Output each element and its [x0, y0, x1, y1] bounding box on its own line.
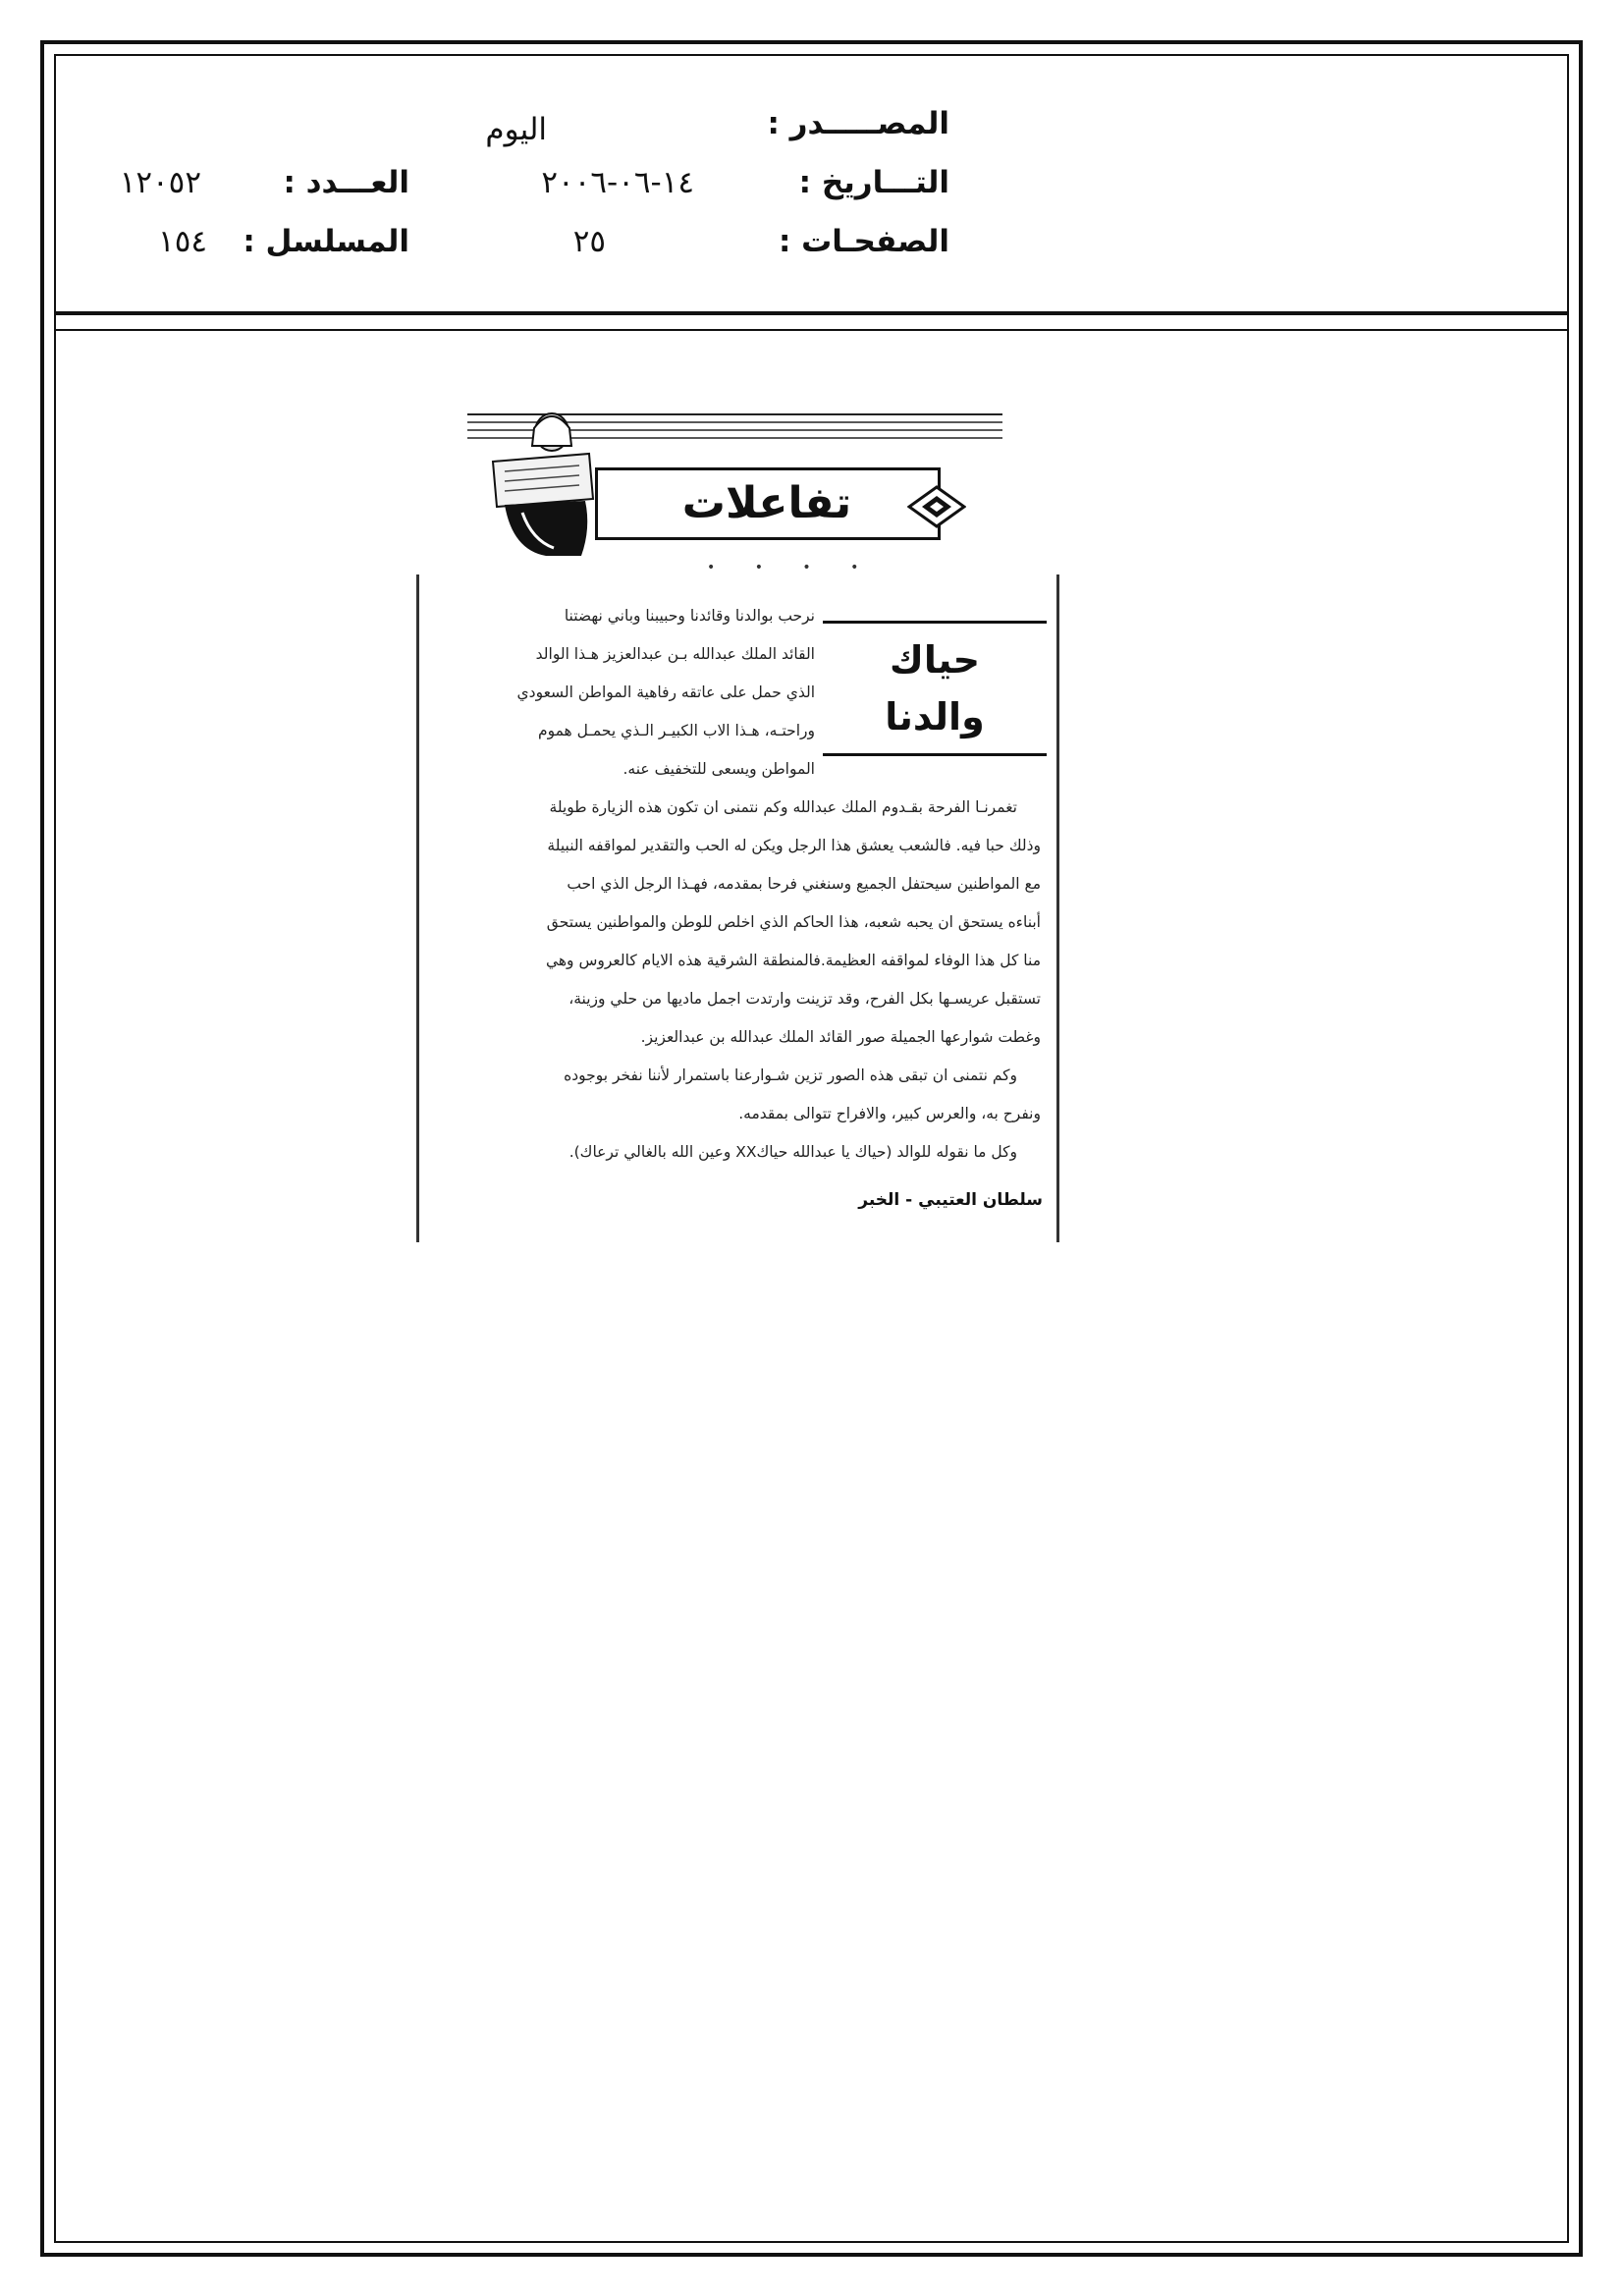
serial-label: المسلسل :	[243, 224, 409, 259]
diamond-ornament-icon	[907, 485, 966, 528]
newspaper-reader-figure	[483, 403, 599, 560]
source-value: اليوم	[485, 112, 547, 147]
intro-line: نرحب بوالدنا وقائدنا وحبيبنا وباني نهضتنا	[564, 607, 815, 625]
body-line: تغمرنـا الفرحة بقـدوم الملك عبدالله وكم نتمنى ان تكون هذه الزيارة طويلة	[549, 798, 1017, 816]
header-divider	[54, 311, 1569, 315]
body-line: وكل ما نقوله للوالد (حياك يا عبدالله حياكXX وعين الله بالغالي ترعاك).	[568, 1143, 1017, 1161]
body-line: وغطت شوارعها الجميلة صور القائد الملك عبدالله بن عبدالعزيز.	[640, 1028, 1041, 1046]
source-label: المصـــــدر :	[767, 106, 949, 141]
headline-line-2: والدنا	[885, 695, 985, 738]
column-rule-left	[416, 574, 419, 1242]
body-line: أبناءه يستحق ان يحبه شعبه، هذا الحاكم الذي اخلص للوطن والمواطنين يستحق	[546, 913, 1041, 931]
body-line: تستقبل عريسـها بكل الفرح، وقد تزينت وارتدت اجمل ماديها من حلي وزينة،	[568, 990, 1041, 1008]
pages-label: الصفحـات :	[778, 224, 949, 259]
intro-line: القائد الملك عبدالله بـن عبدالعزيز هـذا الوالد	[535, 645, 815, 663]
issue-label: العـــدد :	[283, 165, 409, 200]
column-rule-right	[1056, 574, 1059, 1242]
decorative-dots: • • • •	[707, 560, 877, 575]
pages-value: ٢٥	[572, 224, 606, 259]
intro-line: وراحتـه، هـذا الاب الكبيـر الـذي يحمـل هموم	[537, 722, 815, 739]
body-line: منا كل هذا الوفاء لمواقفه العظيمة.فالمنطقة الشرقية هذه الايام كالعروس وهي	[545, 952, 1041, 969]
date-value: ١٤-٠٦-٢٠٠٦	[541, 165, 694, 200]
serial-value: ١٥٤	[158, 224, 207, 259]
headline-box	[823, 621, 1047, 756]
body-line: مع المواطنين سيحتفل الجميع وسنغني فرحا بمقدمه، فهـذا الرجل الذي احب	[567, 875, 1041, 893]
issue-value: ١٢٠٥٢	[119, 165, 201, 200]
date-label: التـــاريخ :	[798, 165, 949, 200]
body-line: وذلك حبا فيه. فالشعب يعشق هذا الرجل ويكن له الحب والتقدير لمواقفه النبيلة	[547, 837, 1041, 854]
body-line: وكم نتمنى ان تبقى هذه الصور تزين شـوارعنا باستمرار لأننا نفخر بوجوده	[564, 1066, 1017, 1084]
intro-line: المواطن ويسعى للتخفيف عنه.	[622, 760, 815, 778]
body-line: ونفرح به، والعرس كبير، والافراح تتوالى بمقدمه.	[738, 1105, 1041, 1122]
section-banner	[467, 403, 1002, 560]
author-signature: سلطان العتيبي - الخبر	[858, 1190, 1043, 1210]
section-title: تفاعلات	[681, 478, 852, 528]
header-divider-thin	[54, 329, 1569, 331]
headline-line-1: حياك	[890, 638, 980, 682]
intro-line: الذي حمل على عاتقه رفاهية المواطن السعودي	[516, 683, 815, 701]
